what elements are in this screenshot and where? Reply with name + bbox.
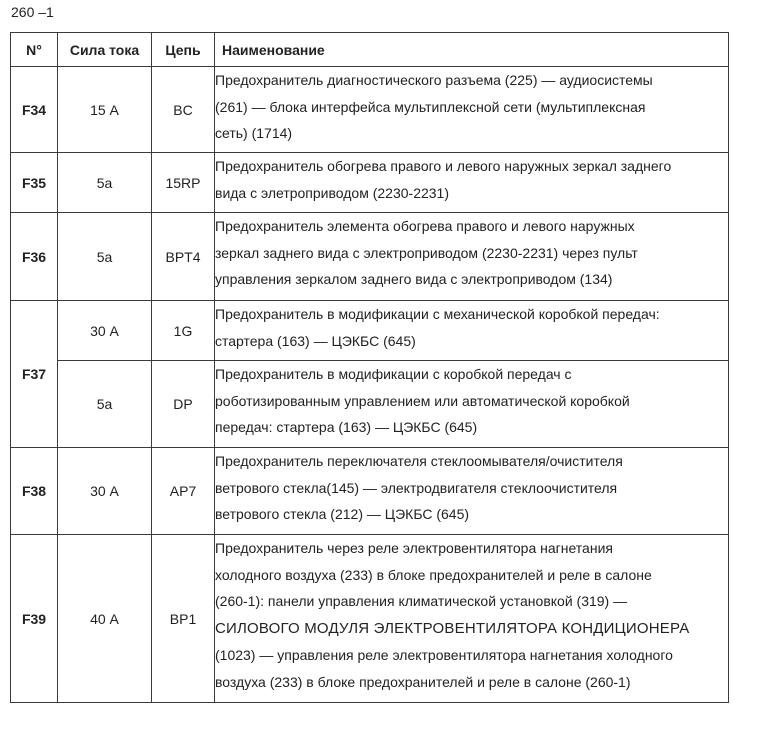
fuse-circuit: BPT4 [152,213,215,301]
header-name: Наименование [215,33,729,67]
fuse-current: 30 А [58,448,152,535]
fuse-current: 5а [58,361,152,448]
table-row [11,361,729,448]
fuse-circuit: BC [152,67,215,153]
fuse-description-caps: СИЛОВОГО МОДУЛЯ ЭЛЕКТРОВЕНТИЛЯТОРА КОНДИЦИОНЕРА [215,619,690,637]
table-row [11,67,729,153]
fuse-number: F34 [11,67,58,153]
fuse-number: F39 [11,535,58,703]
table-row [11,535,729,703]
fuse-number: F37 [11,301,58,448]
header-current: Сила тока [58,33,152,67]
fuse-circuit: DP [152,361,215,448]
fuse-current: 40 А [58,535,152,703]
table-row [11,213,729,301]
fuse-description [215,535,729,703]
fuse-circuit: 1G [152,301,215,361]
fuse-description: Предохранитель в модификации с коробкой передач с роботизированным управлением или автоматической коробкой передач: стартера (163) — ЦЭКБС (645) [215,361,729,448]
fuse-number: F36 [11,213,58,301]
fuse-description-part: (1023) — управления реле электровентилятора нагнетания холодного воздуха (233) в блоке предохранителей и реле в салоне (260-1) [215,647,673,690]
fuse-description: Предохранитель обогрева правого и левого наружных зеркал заднего вида с элетроприводом (2230-2231) [215,153,729,213]
document-title: 260 –1 [11,4,54,20]
fuse-description: Предохранитель в модификации с механической коробкой передач: стартера (163) — ЦЭКБС (645) [215,301,729,361]
fuse-description: Предохранитель переключателя стеклоомывателя/очистителя ветрового стекла(145) — электродвигателя стеклоочистителя ветрового стекла (212) — ЦЭКБС (645) [215,448,729,535]
table-header-row [11,33,729,67]
fuse-description: Предохранитель элемента обогрева правого и левого наружных зеркал заднего вида с электроприводом (2230-2231) через пульт управления зеркалом заднего вида с электроприводом (134) [215,213,729,301]
fuse-circuit: AP7 [152,448,215,535]
fuse-current: 5а [58,213,152,301]
fuse-current: 15 А [58,67,152,153]
fuse-description-part: Предохранитель через реле электровентилятора нагнетания холодного воздуха (233) в блоке предохранителей и реле в салоне (260-1): панели управления климатической установкой (319) — [215,540,652,609]
header-circuit: Цепь [152,33,215,67]
fuse-current: 30 А [58,301,152,361]
fuse-circuit: BP1 [152,535,215,703]
fuse-current: 5а [58,153,152,213]
fuse-number: F38 [11,448,58,535]
table-row [11,153,729,213]
fuse-number: F35 [11,153,58,213]
table-row [11,448,729,535]
fuse-table [10,32,729,703]
table-row [11,301,729,361]
fuse-circuit: 15RP [152,153,215,213]
header-num: N° [11,33,58,67]
fuse-description: Предохранитель диагностического разъема (225) — аудиосистемы (261) — блока интерфейса мультиплексной сети (мультиплексная сеть) (1714) [215,67,729,153]
